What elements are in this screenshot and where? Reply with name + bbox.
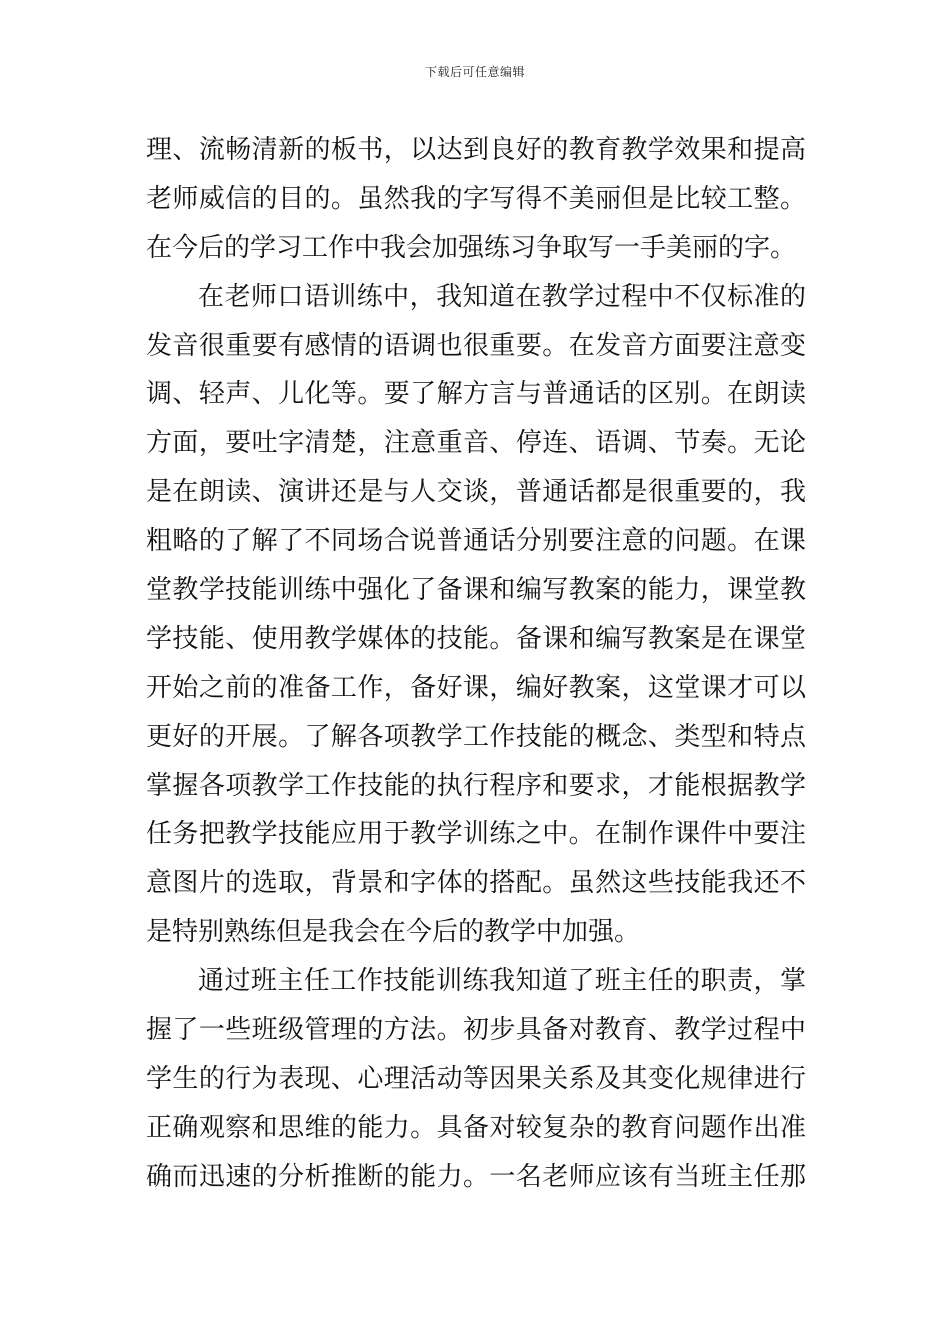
page-header: 下载后可任意编辑 xyxy=(424,65,525,79)
text-line: 堂教学技能训练中强化了备课和编写教案的能力，课堂教 xyxy=(146,575,806,606)
text-line: 确而迅速的分析推断的能力。一名老师应该有当班主任那 xyxy=(146,1161,806,1192)
text-line: 粗略的了解了不同场合说普通话分别要注意的问题。在课 xyxy=(146,526,806,557)
text-line: 老师威信的目的。虽然我的字写得不美丽但是比较工整。 xyxy=(146,183,806,214)
text-line: 在老师口语训练中，我知道在教学过程中不仅标准的 xyxy=(198,281,806,312)
text-line: 学生的行为表现、心理活动等因果关系及其变化规律进行 xyxy=(146,1063,806,1094)
paragraph-1 xyxy=(146,126,806,273)
paragraph-2 xyxy=(146,273,806,957)
text-line: 理、流畅清新的板书，以达到良好的教育教学效果和提高 xyxy=(146,135,806,165)
text-line: 任务把教学技能应用于教学训练之中。在制作课件中要注 xyxy=(146,819,806,850)
text-line: 握了一些班级管理的方法。初步具备对教育、教学过程中 xyxy=(146,1015,806,1046)
text-line: 开始之前的准备工作，备好课，编好教案，这堂课才可以 xyxy=(146,672,806,703)
text-line: 在今后的学习工作中我会加强练习争取写一手美丽的字。 xyxy=(146,232,797,263)
text-line: 掌握各项教学工作技能的执行程序和要求，才能根据教学 xyxy=(146,770,806,801)
text-line: 调、轻声、儿化等。要了解方言与普通话的区别。在朗读 xyxy=(146,379,806,410)
text-line: 是在朗读、演讲还是与人交谈，普通话都是很重要的，我 xyxy=(146,477,806,508)
document-body xyxy=(146,126,806,1202)
text-line: 更好的开展。了解各项教学工作技能的概念、类型和特点 xyxy=(146,721,806,752)
text-line: 学技能、使用教学媒体的技能。备课和编写教案是在课堂 xyxy=(146,623,806,654)
text-line: 正确观察和思维的能力。具备对较复杂的教育问题作出准 xyxy=(146,1112,806,1143)
text-line: 发音很重要有感情的语调也很重要。在发音方面要注意变 xyxy=(146,330,806,361)
paragraph-3 xyxy=(146,957,806,1201)
text-line: 意图片的选取，背景和字体的搭配。虽然这些技能我还不 xyxy=(146,868,806,899)
text-line: 方面，要吐字清楚，注意重音、停连、语调、节奏。无论 xyxy=(146,428,806,459)
text-line: 是特别熟练但是我会在今后的教学中加强。 xyxy=(146,917,641,948)
text-line: 通过班主任工作技能训练我知道了班主任的职责，掌 xyxy=(198,966,806,997)
